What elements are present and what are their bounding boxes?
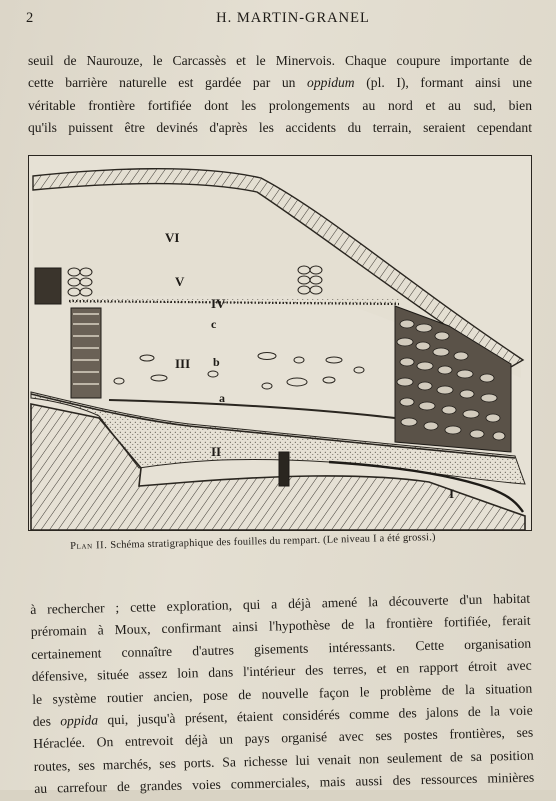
text-line: seuil de Naurouze, le Carcassès et le Minervois. Chaque coupure importante de — [28, 53, 532, 68]
text-line: certainement connaître d'autres gisements intéressants. Cette organisation — [31, 635, 532, 662]
text-line: défensive, située assez loin dans l'intérieur des terres, et en rapport étroit avec — [31, 657, 532, 685]
level-iii-pebbles — [114, 353, 364, 390]
level-label-a: a — [219, 391, 225, 405]
text-line: routes, ses marchés, ses ports. Sa richesse lui venait non seulement de sa position — [33, 747, 534, 774]
text-line: cette barrière naturelle est gardée par un oppidum (pl. I), formant ainsi une — [28, 75, 532, 91]
text-line: préromain à Moux, confirmant ainsi l'hypothèse de la frontière fortifiée, ferait — [30, 613, 531, 640]
level-label-vi: VI — [165, 230, 180, 245]
level-label-b: b — [213, 355, 220, 369]
level-label-iii: III — [175, 356, 191, 371]
caption-text: Schéma stratigraphique des fouilles du rempart. (Le niveau I a été grossi.) — [110, 532, 436, 552]
paragraph-bottom — [30, 588, 534, 801]
caption-plan-label: Plan II. — [70, 540, 108, 552]
stratigraphy-diagram — [29, 156, 533, 532]
level-a-line — [109, 400, 395, 418]
page-header — [26, 8, 536, 30]
text-line: Héraclée. On entrevoit déjà un pays organisé avec ses postes frontières, ses — [33, 725, 534, 752]
stratigraphy-figure — [28, 155, 532, 531]
level-iv-band — [69, 298, 399, 304]
page-number: 2 — [26, 10, 35, 26]
running-head: H. MARTIN-GRANEL — [216, 10, 370, 26]
level-label-ii: II — [211, 444, 222, 459]
level-label-iv: IV — [211, 296, 226, 311]
text-line: au carrefour de grandes voies commerciales, mais aussi des ressources minières — [34, 769, 535, 797]
figure-caption — [70, 529, 530, 554]
level-label-i: I — [449, 486, 455, 501]
paragraph-top — [28, 50, 532, 140]
text-line: des oppida qui, jusqu'à présent, étaient considérés comme des jalons de la voie — [32, 702, 533, 729]
level-label-v: V — [175, 274, 185, 289]
post-hole — [279, 452, 289, 486]
text-line: à rechercher ; cette exploration, qui a déjà amené la découverte d'un habitat — [30, 590, 531, 617]
text-line: le système routier ancien, pose de nouvelle façon le problème de la situation — [32, 680, 533, 707]
level-label-c: c — [211, 317, 217, 331]
text-line: qu'ils puissent être devinés d'après les accidents du terrain, seraient cependant — [28, 120, 532, 136]
text-line: véritable frontière fortifiée dont les prolongements au nord et au sud, bien — [28, 97, 532, 113]
